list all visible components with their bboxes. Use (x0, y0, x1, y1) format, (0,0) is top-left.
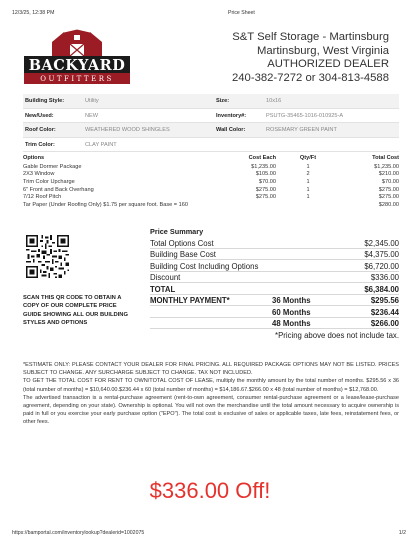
trim-color-label: Trim Color: (25, 141, 55, 148)
option-total: $70.00 (381, 178, 399, 185)
dealer-role: AUTHORIZED DEALER (267, 58, 389, 70)
info-row (23, 123, 399, 138)
price-summary (150, 227, 399, 340)
summary-amount: $6,720.00 (364, 261, 399, 271)
summary-row (150, 249, 399, 261)
logo-wordmark-top: BACKYARD (28, 57, 126, 74)
option-row (23, 187, 399, 195)
monthly-payment-label: MONTHLY PAYMENT* (150, 296, 230, 305)
wall-color-value: ROSEMARY GREEN PAINT (266, 127, 337, 133)
roof-color-value: WEATHERED WOOD SHINGLES (85, 127, 170, 133)
options-header-each: Cost Each (248, 155, 276, 161)
option-qty: 1 (306, 186, 310, 193)
option-qty: 1 (306, 194, 310, 201)
option-each: $1,235.00 (251, 163, 276, 170)
summary-amount: $336.00 (370, 273, 399, 282)
print-datetime: 12/3/25, 12:38 PM (12, 10, 55, 16)
logo-wordmark-bottom: OUTFITTERS (40, 74, 114, 83)
option-row (23, 164, 399, 172)
monthly-payment-row (150, 306, 399, 318)
summary-amount: $2,345.00 (364, 238, 399, 248)
inventory-value: PSUTG-35465-1016-010925-A (266, 112, 344, 119)
summary-total-row (150, 283, 399, 295)
footer-page-number: 1/2 (398, 530, 406, 536)
price-summary-title: Price Summary (150, 227, 204, 236)
size-value: 10x16 (266, 98, 282, 104)
dealer-city: Martinsburg, West Virginia (256, 44, 389, 57)
new-used-value: NEW (85, 112, 99, 119)
dealer-name: S&T Self Storage - Martinsburg (232, 31, 389, 43)
inventory-label: Inventory#: (216, 112, 247, 119)
footer-url[interactable]: https://bamportal.com/inventorylookup?dealerid=1002075 (12, 530, 145, 536)
building-info-table (23, 94, 399, 152)
info-row (23, 109, 399, 124)
monthly-term: 60 Months (272, 307, 311, 317)
print-title: Price Sheet (228, 10, 255, 16)
option-row (23, 179, 399, 187)
option-each: $275.00 (255, 186, 276, 193)
summary-row (150, 260, 399, 272)
options-header (23, 155, 399, 164)
disclaimer-total-cost: TO GET THE TOTAL COST FOR RENT TO OWN/TOTAL COST OF LEASE, multiply the monthly amount by the total number of months. $295.56 x 36 (total number of months) = $10,640.00.$236.44 x 60 (total number of months) = $14,186.67.$266.00 x 48 (total number of months) = $12,768.00. (23, 378, 399, 393)
option-name: Trim Color Upcharge (23, 178, 75, 185)
building-style-label: Building Style: (25, 98, 65, 104)
option-qty: 1 (306, 178, 310, 185)
option-each: $105.00 (255, 171, 276, 178)
monthly-amount: $236.44 (370, 307, 399, 317)
trim-color-value: CLAY PAINT (85, 141, 117, 148)
backyard-outfitters-logo (24, 26, 130, 90)
monthly-payment-row (150, 318, 399, 330)
summary-label: Discount (150, 273, 181, 282)
disclaimer-rental-purchase: The advertised transaction is a rental-purchase agreement (rent-to-own agreement, consumer rental-purchase agreement or a lease/lease-purchase agreement, depending on your state). Ownership is optional. You will not own the merchandise until the total amount necessary to acquire ownership is paid in full or you exercise your early purchase option ("EPO"). The total cost is exclusive of sales or applicable taxes, late fees, reinstatement fees, or other fees. (23, 394, 399, 426)
building-style-value: Utility (85, 98, 99, 104)
option-name: Gable Dormer Package (23, 163, 82, 170)
new-used-label: New/Used: (25, 112, 54, 119)
summary-row (150, 237, 399, 249)
summary-amount: $4,375.00 (364, 250, 399, 259)
summary-label: Total Options Cost (150, 238, 214, 248)
options-header-total: Total Cost (372, 155, 399, 161)
option-total: $275.00 (378, 186, 399, 193)
option-name: 6" Front and Back Overhang (23, 186, 94, 193)
dealer-info (232, 31, 389, 85)
tax-note: *Pricing above does not include tax. (275, 331, 399, 340)
summary-label: Building Base Cost (150, 250, 216, 259)
option-row (23, 202, 399, 210)
option-qty: 1 (306, 163, 310, 170)
qr-code-icon[interactable] (26, 235, 69, 278)
dealer-phone: 240-382-7272 or 304-813-4588 (231, 71, 389, 84)
summary-amount: $6,384.00 (364, 284, 399, 294)
summary-label: TOTAL (150, 284, 176, 294)
wall-color-label: Wall Color: (216, 127, 246, 133)
option-total: $280.00 (378, 201, 399, 208)
option-name: 7/12 Roof Pitch (23, 194, 62, 201)
options-table (23, 155, 399, 210)
monthly-term: 36 Months (272, 296, 311, 305)
summary-row (150, 272, 399, 284)
roof-color-label: Roof Color: (25, 127, 56, 133)
option-row (23, 194, 399, 202)
info-row (23, 94, 399, 109)
qr-caption: SCAN THIS QR CODE TO OBTAIN A COPY OF OUR COMPLETE PRICE GUIDE SHOWING ALL OUR BUILDING STYLES AND OPTIONS (23, 295, 128, 327)
disclaimer-estimate: *ESTIMATE ONLY: PLEASE CONTACT YOUR DEALER FOR FINAL PRICING. ALL REQUIRED PACKAGE OPTIONS MAY NOT BE LISTED. PRICES SUBJECT TO CHANGE. ANY SURCHARGE SUBJECT TO CHANGE. TAX NOT INCLUDED. (23, 362, 399, 377)
size-label: Size: (216, 98, 230, 104)
option-each: $275.00 (255, 194, 276, 201)
option-qty: 2 (306, 171, 310, 178)
option-name: 2X3 Window (23, 171, 55, 178)
discount-banner: $336.00 Off! (149, 478, 271, 503)
option-total: $210.00 (378, 171, 399, 178)
summary-label: Building Cost Including Options (150, 261, 259, 271)
option-total: $1,235.00 (374, 163, 399, 170)
disclaimer (23, 361, 399, 427)
options-header-qty: Qty/Ft (299, 155, 317, 161)
monthly-term: 48 Months (272, 319, 311, 328)
info-row (23, 138, 399, 153)
option-each: $70.00 (258, 178, 276, 185)
option-total: $275.00 (378, 194, 399, 201)
monthly-payment-row (150, 295, 399, 307)
options-header-name: Options (23, 155, 45, 161)
option-row (23, 171, 399, 179)
option-name: Tar Paper (Under Roofing Only) $1.75 per square foot. Base = 160 (23, 201, 188, 208)
monthly-amount: $295.56 (370, 296, 399, 305)
monthly-amount: $266.00 (370, 319, 399, 328)
